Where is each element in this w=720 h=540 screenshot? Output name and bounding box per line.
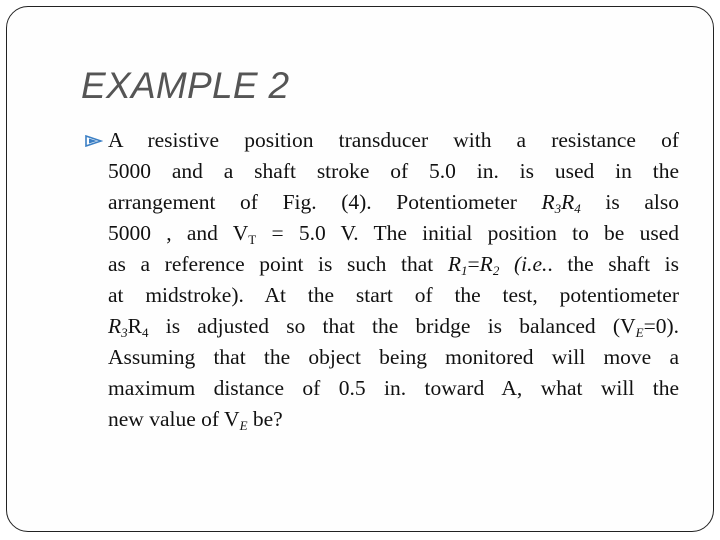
- body-line-5: as a reference point is such that $R_1=R_2$ (i.e.. the shaft is: [108, 252, 679, 278]
- body-line-1: A resistive position transducer with a resistance of: [108, 128, 679, 152]
- body-line-2: 5000 and a shaft stroke of 5.0 in. is used in the: [108, 159, 679, 183]
- slide: [6, 6, 714, 532]
- body-line-4: 5000 , and $V_T = 5.0$ V. The initial position to be used: [108, 221, 679, 247]
- slide-body: [85, 125, 679, 435]
- triangle-bullet-icon: [85, 135, 103, 147]
- body-line-7: $R_3R_4$ is adjusted so that the bridge is balanced $(V_E=0)$.: [108, 314, 679, 340]
- body-line-10: new value of $V_E$ be?: [108, 407, 283, 433]
- body-line-3: arrangement of Fig. (4). Potentiometer $R_3R_4$ is also: [108, 190, 679, 216]
- body-line-9: maximum distance of 0.5 in. toward A, what will the: [108, 376, 679, 400]
- body-line-8: Assuming that the object being monitored will move a: [108, 345, 679, 369]
- slide-title: EXAMPLE 2: [81, 65, 290, 106]
- body-line-6: at midstroke). At the start of the test, potentiometer: [108, 283, 679, 307]
